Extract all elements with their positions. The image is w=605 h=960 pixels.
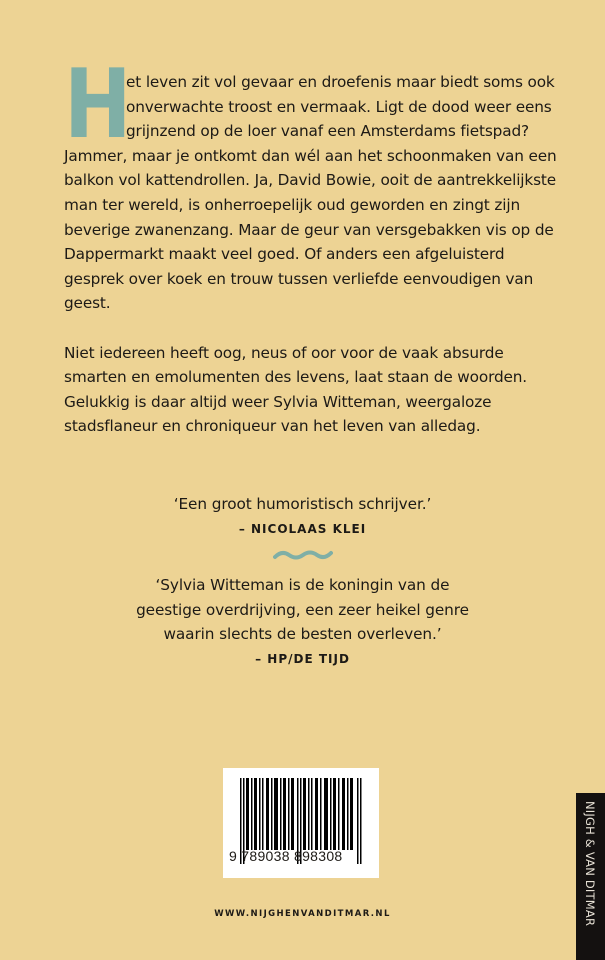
quote-attribution: – NICOLAAS KLEI	[238, 521, 367, 536]
isbn-barcode	[223, 768, 379, 878]
quote-1	[0, 492, 605, 565]
blurb-paragraph-1	[64, 50, 564, 316]
blurb-paragraph-2: Niet iedereen heeft oog, neus of oor voor de vaak absurde smarten en emolumenten des levens, laat staan de woorden. Gelukkig is daar altijd weer Sylvia Witteman, weergaloze stadsflaneur en chroniqueur van het leven van alledag.	[64, 343, 528, 436]
quote-text: geestige overdrijving, een zeer heikel genre	[136, 600, 469, 619]
quote-text: waarin slechts de besten overleven.’	[163, 625, 442, 644]
quote-attribution: – HP/DE TIJD	[255, 651, 350, 666]
dropcap: H	[64, 50, 132, 160]
quote-text: ‘Een groot humoristisch schrijver.’	[173, 495, 432, 513]
squiggle-divider-icon	[273, 549, 333, 561]
isbn-number: 9 789038 898308	[229, 848, 343, 864]
publisher-name: NIJGH & VAN DITMAR	[583, 801, 597, 927]
quote-2	[0, 573, 605, 671]
paragraph-1-text: et leven zit vol gevaar en droefenis maar biedt soms ook onverwachte troost en vermaak. Ligt de dood weer eens grijnzend op de loer vanaf een Amsterdams fietspad? Jammer, maar je ontkomt dan wél aan het schoonmaken van een balkon vol kattendrollen. Ja, David Bowie, ooit de aantrekkelijkste man ter wereld, is onherroepelijk oud geworden en zingt zijn beverige zwanenzang. Maar de geur van versgebakken vis op de Dappermarkt maakt veel goed. Of anders een afgeluisterd gesprek over koek en trouw tussen verliefde eenvoudigen van geest.	[64, 73, 557, 313]
quote-text: ‘Sylvia Witteman is de koningin van de	[155, 576, 450, 594]
publisher-website: WWW.NIJGHENVANDITMAR.NL	[214, 909, 391, 919]
publisher-spine-label	[576, 793, 605, 960]
blurb-text	[64, 50, 564, 464]
